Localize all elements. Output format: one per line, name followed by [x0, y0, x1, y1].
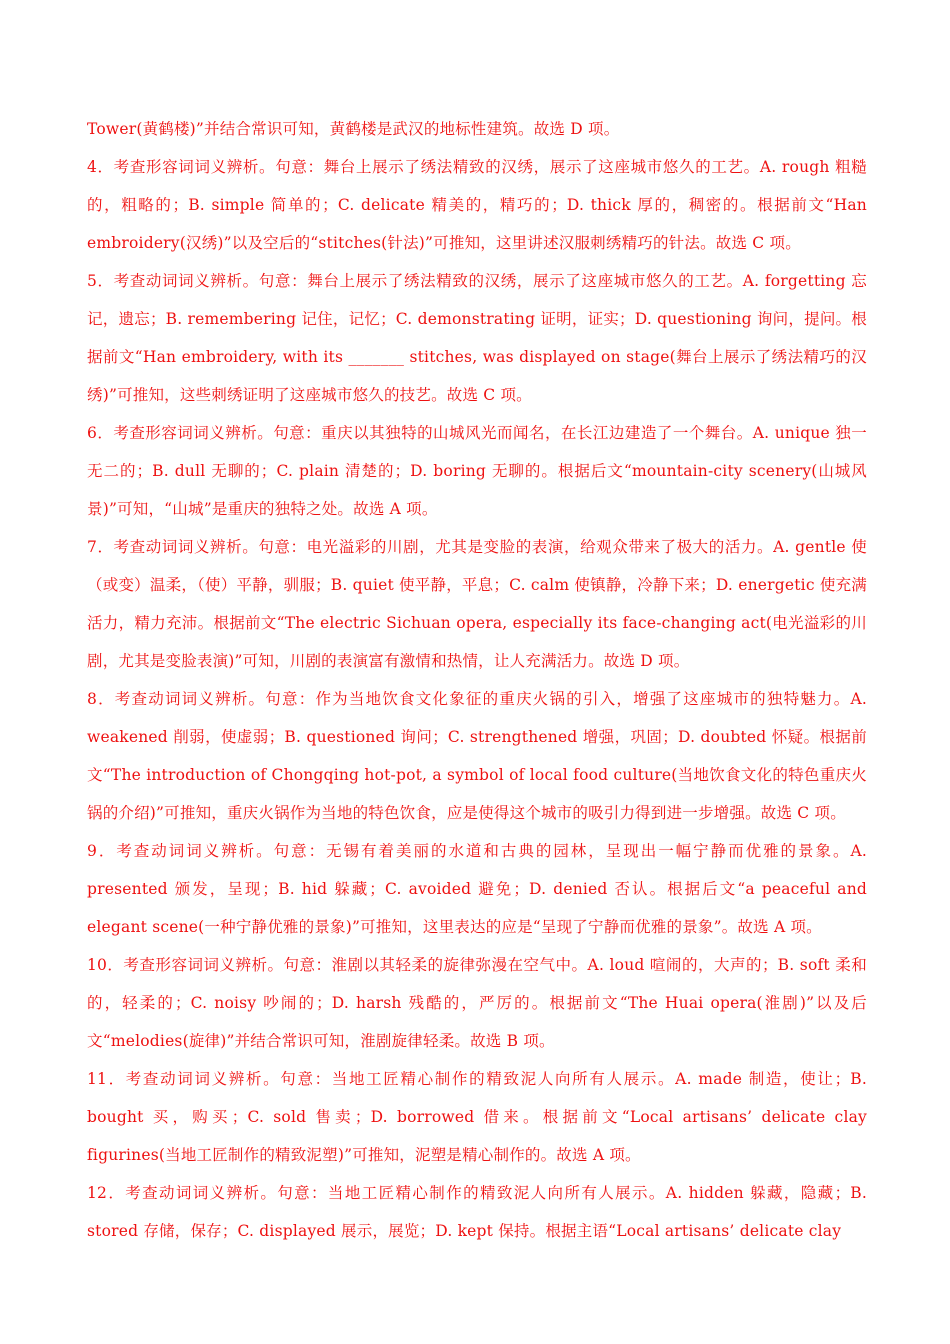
- paragraph-answer-9: 9．考查动词词义辨析。句意：无锡有着美丽的水道和古典的园林，呈现出一幅宁静而优雅的景象。A. presented 颁发，呈现；B. hid 躲藏；C. avoided 避免；D. denied 否认。根据后文“a peaceful and elegant scene(一种宁静优雅的景象)”可推知，这里表达的应是“呈现了宁静而优雅的景象”。故选 A 项。: [87, 842, 867, 936]
- paragraph-answer-8: 8．考查动词词义辨析。句意：作为当地饮食文化象征的重庆火锅的引入，增强了这座城市的独特魅力。A. weakened 削弱，使虚弱；B. questioned 询问；C. strengthened 增强，巩固；D. doubted 怀疑。根据前文“The introduction of Chongqing hot-pot, a symbol of local food culture(当地饮食文化的特色重庆火锅的介绍)”可推知，重庆火锅作为当地的特色饮食，应是使得这个城市的吸引力得到进一步增强。故选 C 项。: [87, 690, 867, 822]
- paragraph-answer-11: 11．考查动词词义辨析。句意：当地工匠精心制作的精致泥人向所有人展示。A. made 制造，使让；B. bought 买，购买；C. sold 售卖；D. borrowed 借来。根据前文“Local artisans’ delicate clay figurines(当地工匠制作的精致泥塑)”可推知，泥塑是精心制作的。故选 A 项。: [87, 1070, 867, 1164]
- paragraph-answer-5: 5．考查动词词义辨析。句意：舞台上展示了绣法精致的汉绣，展示了这座城市悠久的工艺。A. forgetting 忘记，遗忘；B. remembering 记住，记忆；C. demonstrating 证明，证实；D. questioning 询问，提问。根据前文“Han embroidery, with its _______ stitches, was displayed on stage(舞台上展示了绣法精巧的汉绣)”可推知，这些刺绣证明了这座城市悠久的技艺。故选 C 项。: [87, 272, 867, 404]
- paragraph-answer-4: 4．考查形容词词义辨析。句意：舞台上展示了绣法精致的汉绣，展示了这座城市悠久的工艺。A. rough 粗糙的，粗略的；B. simple 简单的；C. delicate 精美的，精巧的；D. thick 厚的，稠密的。根据前文“Han embroidery(汉绣)”以及空后的“stitches(针法)”可推知，这里讲述汉服刺绣精巧的针法。故选 C 项。: [87, 158, 867, 252]
- paragraph-answer-12: 12．考查动词词义辨析。句意：当地工匠精心制作的精致泥人向所有人展示。A. hidden 躲藏，隐藏；B. stored 存储，保存；C. displayed 展示，展览；D. kept 保持。根据主语“Local artisans’ delicate clay: [87, 1184, 867, 1240]
- paragraph-answer-3-end: Tower(黄鹤楼)”并结合常识可知，黄鹤楼是武汉的地标性建筑。故选 D 项。: [87, 120, 620, 138]
- paragraph-answer-7: 7．考查动词词义辨析。句意：电光溢彩的川剧，尤其是变脸的表演，给观众带来了极大的活力。A. gentle 使（或变）温柔，（使）平静，驯服；B. quiet 使平静，平息；C. calm 使镇静，冷静下来；D. energetic 使充满活力，精力充沛。根据前文“The electric Sichuan opera, especially its face-changing act(电光溢彩的川剧，尤其是变脸表演)”可知，川剧的表演富有激情和热情，让人充满活力。故选 D 项。: [87, 538, 867, 670]
- paragraph-answer-10: 10．考查形容词词义辨析。句意：淮剧以其轻柔的旋律弥漫在空气中。A. loud 喧闹的，大声的；B. soft 柔和的，轻柔的；C. noisy 吵闹的；D. harsh 残酷的，严厉的。根据前文“The Huai opera(淮剧)”以及后文“melodies(旋律)”并结合常识可知，淮剧旋律轻柔。故选 B 项。: [87, 956, 867, 1050]
- paragraph-answer-6: 6．考查形容词词义辨析。句意：重庆以其独特的山城风光而闻名，在长江边建造了一个舞台。A. unique 独一无二的；B. dull 无聊的；C. plain 清楚的；D. boring 无聊的。根据后文“mountain-city scenery(山城风景)”可知，“山城”是重庆的独特之处。故选 A 项。: [87, 424, 867, 518]
- answer-explanations: [87, 110, 867, 1250]
